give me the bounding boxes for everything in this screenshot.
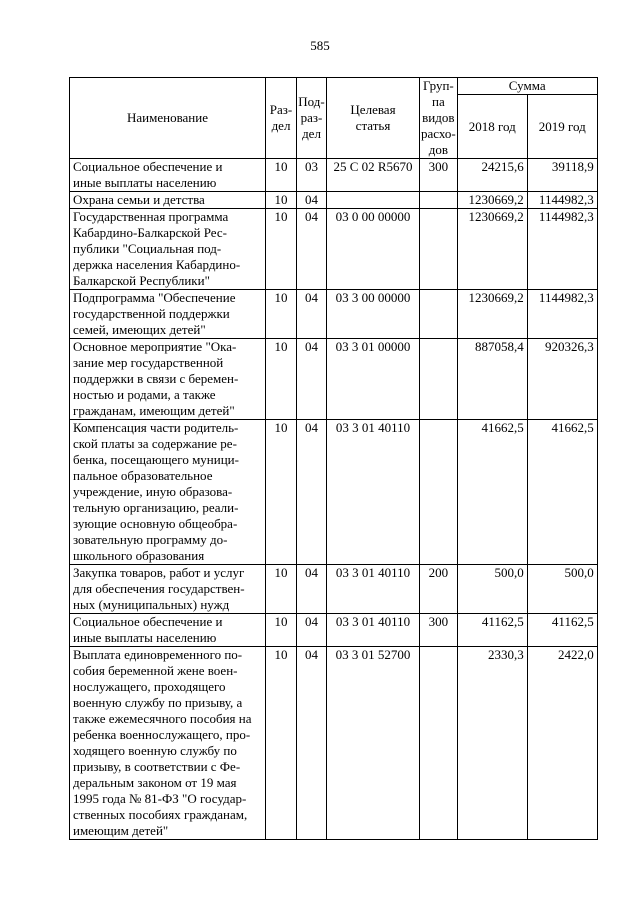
row-subsection: 04 <box>297 339 327 420</box>
row-section: 10 <box>266 647 297 840</box>
row-group <box>420 290 458 339</box>
row-section: 10 <box>266 290 297 339</box>
row-subsection: 04 <box>297 192 327 209</box>
row-subsection: 04 <box>297 565 327 614</box>
row-amount-2018: 2330,3 <box>457 647 527 840</box>
row-amount-2018: 41162,5 <box>457 614 527 647</box>
row-name: Выплата единовременного по- собия беременной жене воен- нослужащего, проходящего военную службу по призыву, а также ежемесячного пособия на ребенка военнослужащего, про- ходящего военную службу по призыву, в соответствии с Фе- деральным законом от 19 мая 1995 года № 81-ФЗ "О государ- ственных пособиях гражданам, имеющим детей" <box>70 647 266 840</box>
row-amount-2019: 1144982,3 <box>527 290 597 339</box>
row-name: Социальное обеспечение и иные выплаты населению <box>70 614 266 647</box>
row-amount-2019: 2422,0 <box>527 647 597 840</box>
table-row <box>70 565 598 614</box>
row-section: 10 <box>266 420 297 565</box>
row-group: 300 <box>420 614 458 647</box>
row-article: 03 3 01 52700 <box>327 647 420 840</box>
budget-table <box>69 77 598 840</box>
row-amount-2018: 1230669,2 <box>457 209 527 290</box>
row-name: Компенсация части родитель- ской платы за содержание ре- бенка, посещающего муници- пальное образовательное учреждение, иную образова- тельную организацию, реали- зующие основную общеобра- зовательную программу до- школьного образования <box>70 420 266 565</box>
table-row <box>70 339 598 420</box>
row-subsection: 04 <box>297 614 327 647</box>
header-name: Наименование <box>70 78 266 159</box>
header-group: Груп- па видов расхо- дов <box>421 78 456 157</box>
row-subsection: 04 <box>297 209 327 290</box>
row-section: 10 <box>266 209 297 290</box>
row-name: Подпрограмма "Обеспечение государственной поддержки семей, имеющих детей" <box>70 290 266 339</box>
header-section: Раз- дел <box>266 78 297 159</box>
row-group <box>420 209 458 290</box>
row-amount-2018: 1230669,2 <box>457 192 527 209</box>
row-article: 25 С 02 R5670 <box>327 159 420 192</box>
table-row <box>70 209 598 290</box>
row-name: Социальное обеспечение и иные выплаты населению <box>70 159 266 192</box>
row-group <box>420 420 458 565</box>
row-name: Государственная программа Кабардино-Балкарской Рес- публики "Социальная под- держка населения Кабардино- Балкарской Республики" <box>70 209 266 290</box>
header-article: Целевая статья <box>327 78 420 159</box>
row-name: Основное мероприятие "Ока- зание мер государственной поддержки в связи с беремен- ностью и родами, а также гражданам, имеющим детей" <box>70 339 266 420</box>
header-year-2018: 2018 год <box>457 95 527 159</box>
row-group <box>420 647 458 840</box>
table-row <box>70 614 598 647</box>
header-sum: Сумма <box>457 78 597 95</box>
row-section: 10 <box>266 192 297 209</box>
row-article <box>327 192 420 209</box>
table-body <box>70 159 598 840</box>
row-amount-2019: 39118,9 <box>527 159 597 192</box>
row-article: 03 0 00 00000 <box>327 209 420 290</box>
header-subsection: Под- раз- дел <box>297 78 327 159</box>
row-group: 200 <box>420 565 458 614</box>
row-article: 03 3 01 40110 <box>327 614 420 647</box>
row-amount-2018: 41662,5 <box>457 420 527 565</box>
row-group: 300 <box>420 159 458 192</box>
row-section: 10 <box>266 614 297 647</box>
row-amount-2019: 500,0 <box>527 565 597 614</box>
row-amount-2018: 24215,6 <box>457 159 527 192</box>
row-amount-2019: 41162,5 <box>527 614 597 647</box>
row-name: Охрана семьи и детства <box>70 192 266 209</box>
header-year-2019: 2019 год <box>527 95 597 159</box>
table-row <box>70 647 598 840</box>
row-section: 10 <box>266 565 297 614</box>
row-subsection: 04 <box>297 647 327 840</box>
row-subsection: 04 <box>297 420 327 565</box>
row-amount-2019: 920326,3 <box>527 339 597 420</box>
row-group <box>420 192 458 209</box>
table-row <box>70 420 598 565</box>
row-name: Закупка товаров, работ и услуг для обеспечения государствен- ных (муниципальных) нужд <box>70 565 266 614</box>
row-article: 03 3 01 40110 <box>327 565 420 614</box>
row-group <box>420 339 458 420</box>
row-subsection: 03 <box>297 159 327 192</box>
page-number: 585 <box>310 38 330 53</box>
row-article: 03 3 01 40110 <box>327 420 420 565</box>
table-row <box>70 192 598 209</box>
row-amount-2018: 1230669,2 <box>457 290 527 339</box>
row-section: 10 <box>266 339 297 420</box>
table-row <box>70 290 598 339</box>
row-amount-2018: 887058,4 <box>457 339 527 420</box>
table-row <box>70 159 598 192</box>
row-section: 10 <box>266 159 297 192</box>
row-article: 03 3 00 00000 <box>327 290 420 339</box>
row-amount-2018: 500,0 <box>457 565 527 614</box>
row-amount-2019: 1144982,3 <box>527 209 597 290</box>
row-amount-2019: 41662,5 <box>527 420 597 565</box>
row-article: 03 3 01 00000 <box>327 339 420 420</box>
row-amount-2019: 1144982,3 <box>527 192 597 209</box>
row-subsection: 04 <box>297 290 327 339</box>
